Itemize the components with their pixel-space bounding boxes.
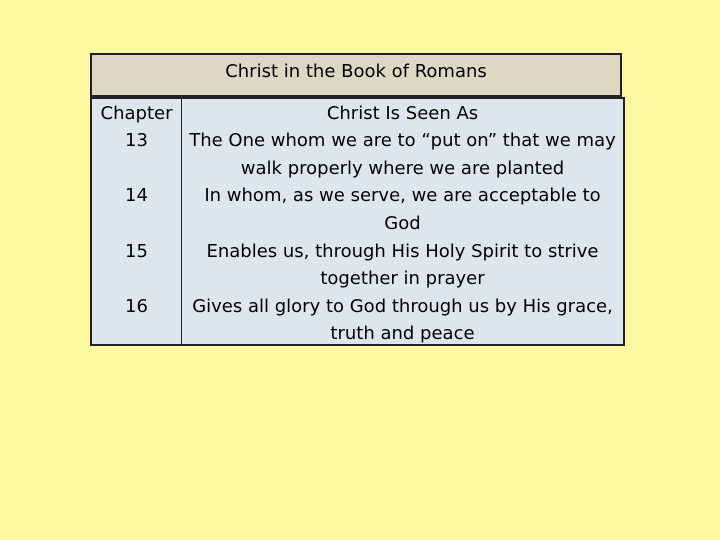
row-14-line-2: God bbox=[384, 213, 421, 234]
row-16-line-1: Gives all glory to God through us by His grace, bbox=[192, 296, 613, 317]
row-15-line-2: together in prayer bbox=[320, 268, 485, 289]
row-13-line-2: walk properly where we are planted bbox=[240, 158, 565, 179]
row-16-chapter: 16 bbox=[125, 296, 148, 317]
row-16-line-2: truth and peace bbox=[330, 323, 475, 344]
row-14-chapter: 14 bbox=[125, 185, 148, 206]
page-title: Christ in the Book of Romans bbox=[225, 61, 487, 82]
row-13-chapter: 13 bbox=[125, 130, 148, 151]
header-seen-as: Christ Is Seen As bbox=[326, 103, 479, 124]
chapters-table bbox=[90, 97, 625, 346]
header-chapter: Chapter bbox=[100, 103, 173, 124]
row-14-line-1: In whom, as we serve, we are acceptable to bbox=[204, 185, 601, 206]
row-15-line-1: Enables us, through His Holy Spirit to strive bbox=[206, 241, 599, 262]
row-13-line-1: The One whom we are to “put on” that we may bbox=[189, 130, 616, 151]
row-15-chapter: 15 bbox=[125, 241, 148, 262]
title-box bbox=[90, 53, 622, 97]
